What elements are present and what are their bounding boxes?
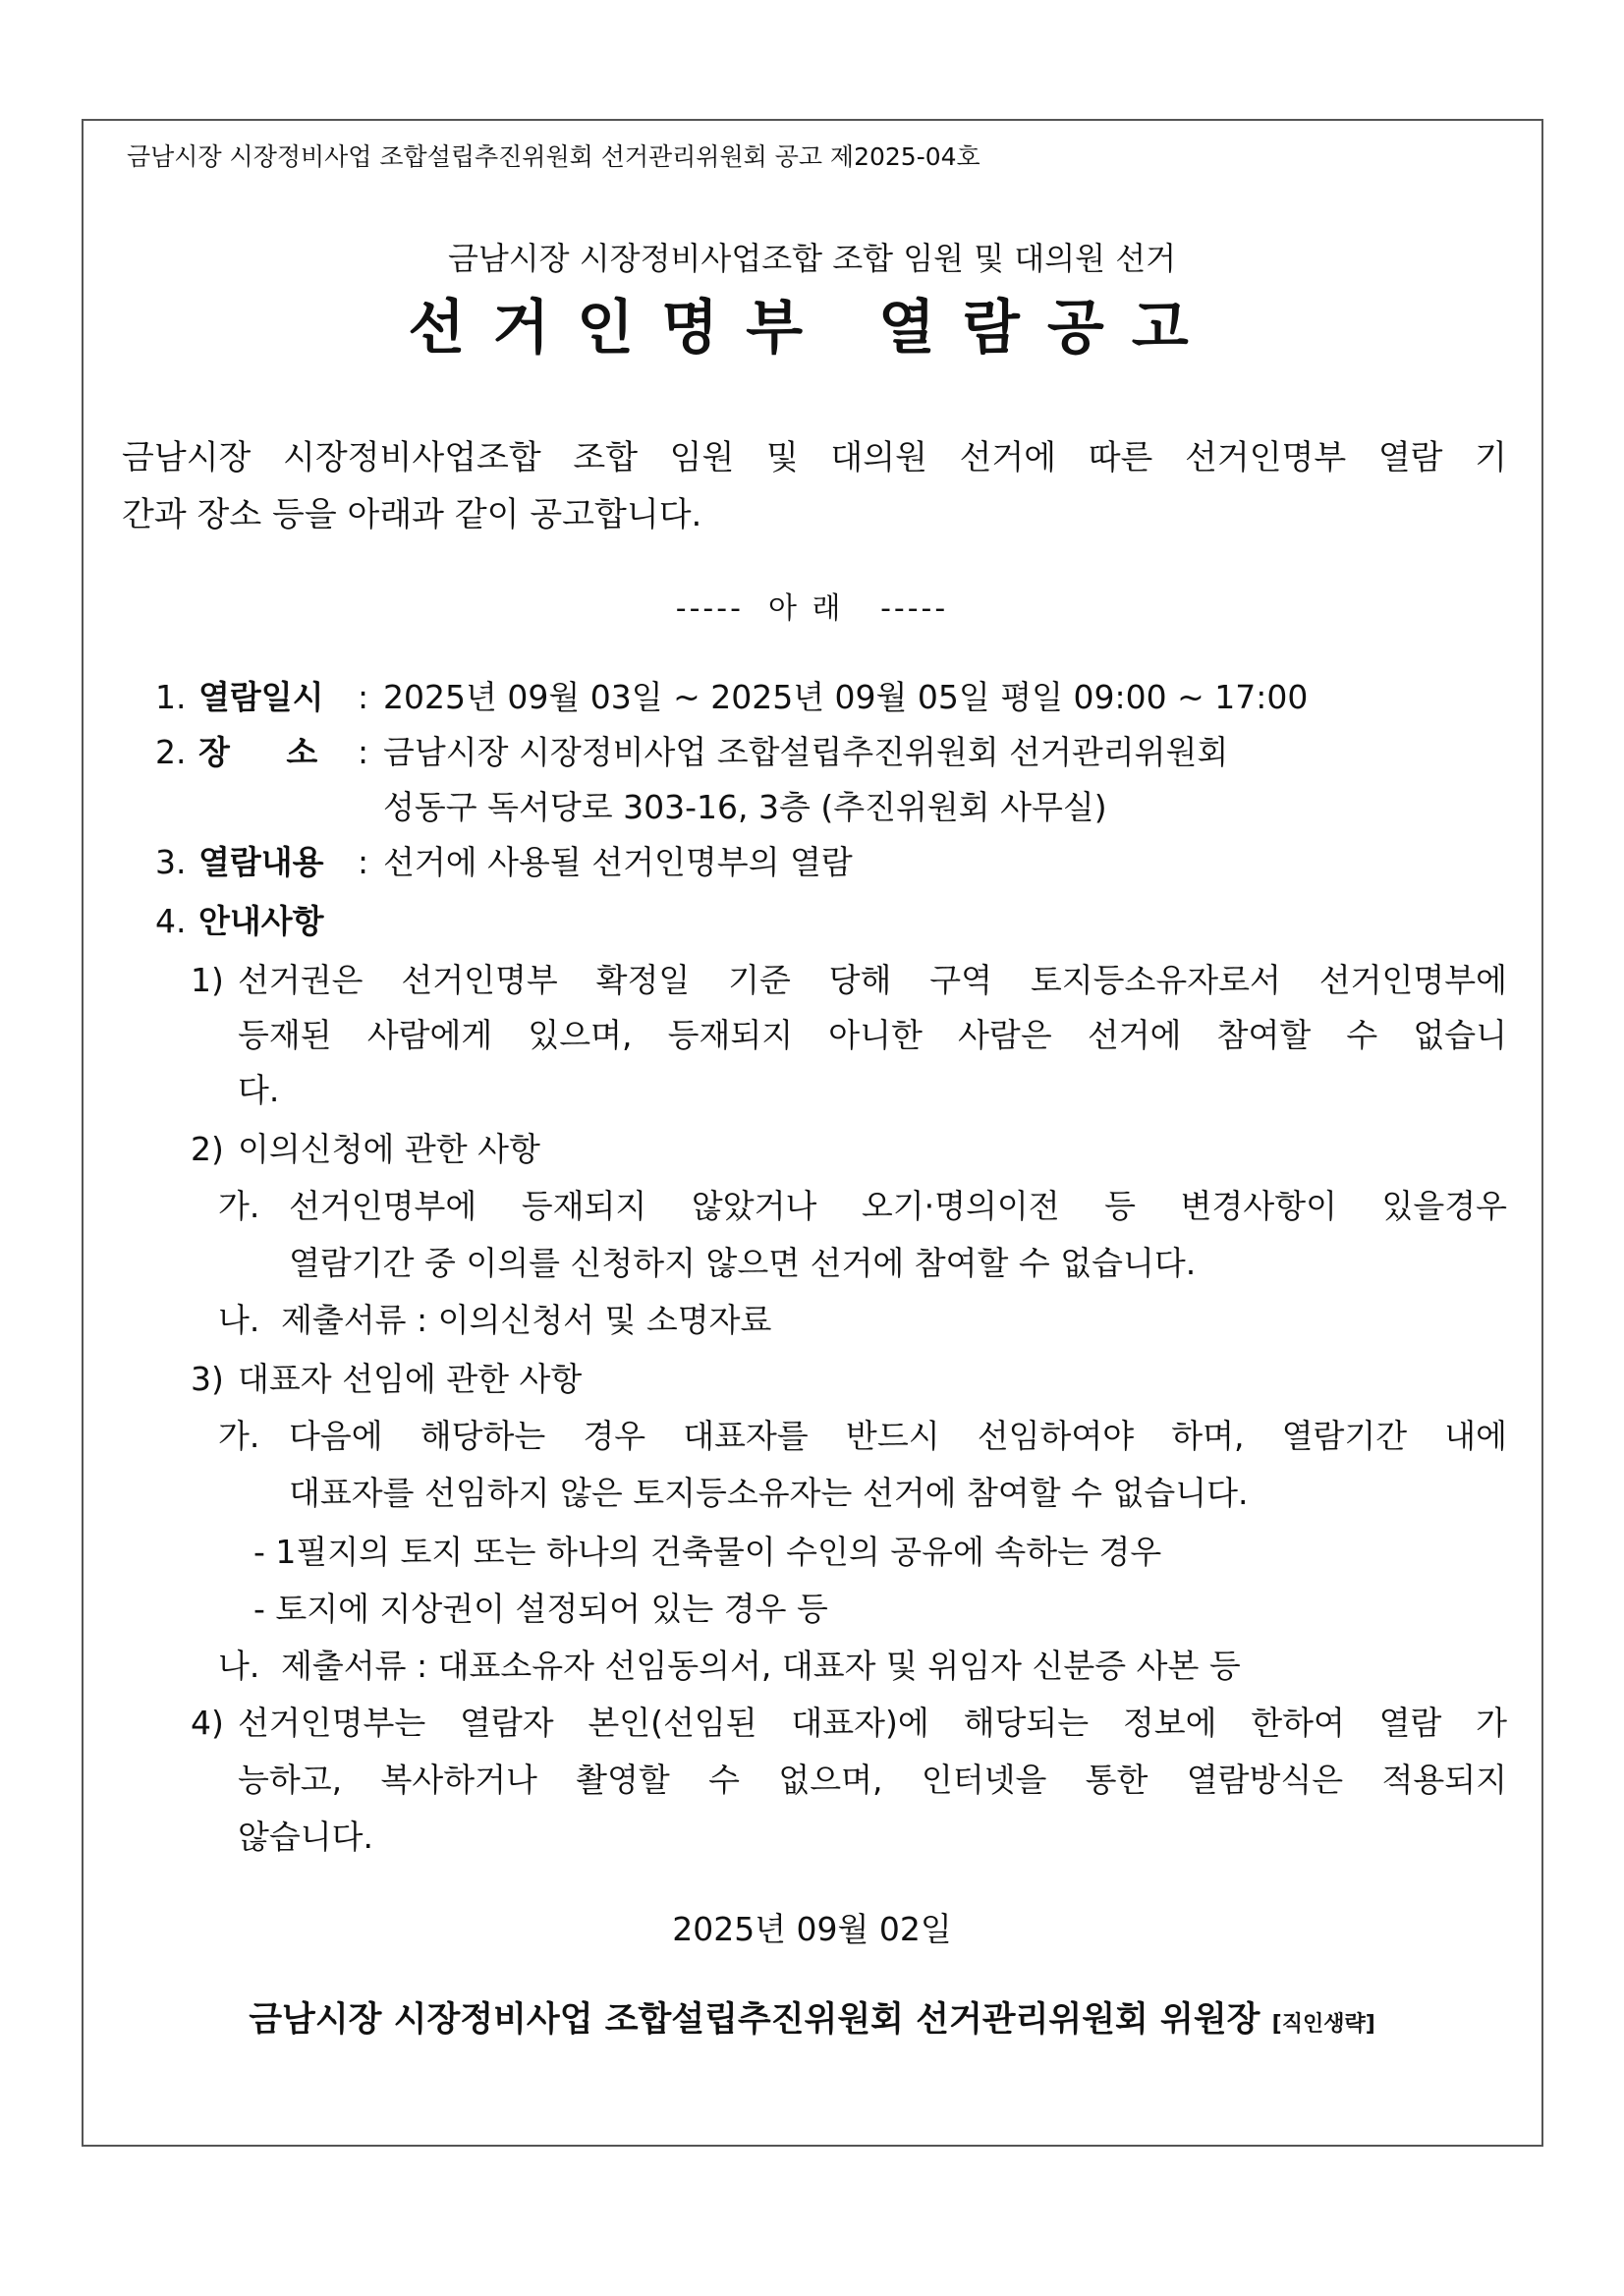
notice-title: 선거인명부 열람공고 bbox=[408, 294, 1216, 363]
seal-note: [직인생략] bbox=[1271, 2012, 1375, 2037]
sub-number: 가. bbox=[218, 1417, 260, 1455]
item-separator: : bbox=[358, 843, 369, 881]
item-value: 2025년 09월 03일 ~ 2025년 09월 05일 평일 09:00 ~ 17:00 bbox=[383, 678, 1309, 716]
notice-subtitle: 금남시장 시장정비사업조합 조합 임원 및 대의원 선거 bbox=[447, 240, 1177, 277]
dash-item: - 1필지의 토지 또는 하나의 건축물이 수인의 공유에 속하는 경우 bbox=[253, 1533, 1162, 1571]
guide-text: 등재된 사람에게 있으며, 등재되지 아니한 사람은 선거에 참여할 수 없습니 bbox=[238, 1016, 1507, 1054]
intro-line: 금남시장 시장정비사업조합 조합 임원 및 대의원 선거에 따른 선거인명부 열람 기 bbox=[122, 438, 1507, 477]
guide-text: 다. bbox=[238, 1071, 280, 1109]
item-label: 열람내용 bbox=[198, 843, 324, 881]
item-number: 4. bbox=[155, 902, 187, 940]
intro-line: 간과 장소 등을 아래과 같이 공고합니다. bbox=[122, 495, 702, 534]
guide-text: 능하고, 복사하거나 촬영할 수 없으며, 인터넷을 통한 열람방식은 적용되지 bbox=[238, 1761, 1507, 1799]
sub-text: 제출서류 : 대표소유자 선임동의서, 대표자 및 위임자 신분증 사본 등 bbox=[281, 1647, 1241, 1685]
item-separator: : bbox=[358, 678, 369, 716]
item-label: 열람일시 bbox=[198, 678, 324, 716]
sub-text: 선거인명부에 등재되지 않았거나 오기·명의이전 등 변경사항이 있을경우 bbox=[289, 1187, 1507, 1225]
sub-number: 가. bbox=[218, 1187, 260, 1225]
item-value: 금남시장 시장정비사업 조합설립추진위원회 선거관리위원회 bbox=[383, 733, 1229, 771]
below-marker: ----- 아 래 ----- bbox=[675, 591, 949, 626]
sub-text: 열람기간 중 이의를 신청하지 않으면 선거에 참여할 수 없습니다. bbox=[289, 1244, 1197, 1282]
item-number: 2. bbox=[155, 733, 187, 771]
guide-heading: 대표자 선임에 관한 사항 bbox=[238, 1360, 583, 1398]
item-number: 3. bbox=[155, 843, 187, 881]
guide-number: 3) bbox=[191, 1360, 224, 1398]
guide-text: 선거인명부는 열람자 본인(선임된 대표자)에 해당되는 정보에 한하여 열람 가 bbox=[238, 1704, 1507, 1742]
item-value: 선거에 사용될 선거인명부의 열람 bbox=[383, 843, 853, 881]
guide-text: 선거권은 선거인명부 확정일 기준 당해 구역 토지등소유자로서 선거인명부에 bbox=[238, 961, 1507, 999]
notice-number: 금남시장 시장정비사업 조합설립추진위원회 선거관리위원회 공고 제2025-04호 bbox=[127, 142, 980, 171]
item-label: 안내사항 bbox=[198, 902, 324, 940]
signature: 금남시장 시장정비사업 조합설립추진위원회 선거관리위원회 위원장 bbox=[249, 2000, 1260, 2040]
item-separator: : bbox=[358, 733, 369, 771]
guide-heading: 이의신청에 관한 사항 bbox=[238, 1130, 540, 1168]
guide-number: 4) bbox=[191, 1704, 224, 1742]
sub-text: 대표자를 선임하지 않은 토지등소유자는 선거에 참여할 수 없습니다. bbox=[289, 1474, 1249, 1512]
sub-number: 나. bbox=[218, 1301, 260, 1339]
guide-text: 않습니다. bbox=[238, 1818, 374, 1856]
sub-text: 제출서류 : 이의신청서 및 소명자료 bbox=[281, 1301, 772, 1339]
sub-text: 다음에 해당하는 경우 대표자를 반드시 선임하여야 하며, 열람기간 내에 bbox=[289, 1417, 1507, 1455]
notice-date: 2025년 09월 02일 bbox=[672, 1910, 952, 1948]
item-number: 1. bbox=[155, 678, 187, 716]
item-value: 성동구 독서당로 303-16, 3층 (추진위원회 사무실) bbox=[383, 788, 1107, 826]
signature-line bbox=[0, 1992, 1624, 2042]
guide-number: 2) bbox=[191, 1130, 224, 1168]
dash-item: - 토지에 지상권이 설정되어 있는 경우 등 bbox=[253, 1590, 828, 1628]
guide-number: 1) bbox=[191, 961, 224, 999]
sub-number: 나. bbox=[218, 1647, 260, 1685]
item-label: 장 소 bbox=[198, 733, 318, 771]
